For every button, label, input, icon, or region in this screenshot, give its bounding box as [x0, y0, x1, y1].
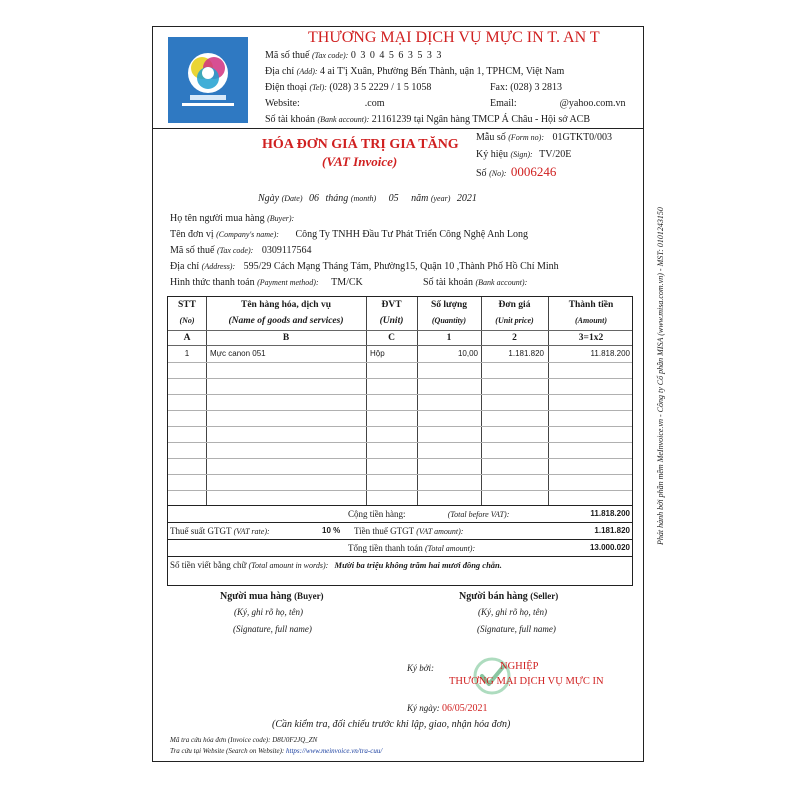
vat-rate-label: [170, 526, 270, 536]
seller-signature-title-text: Người bán hàng: [459, 591, 528, 602]
date-month-label: tháng: [325, 193, 349, 204]
lookup-site-row: [170, 747, 382, 755]
col-header-label: STT: [178, 300, 196, 310]
vat-amount-label-text: Tiền thuế GTGT: [354, 526, 415, 536]
buyer-name-row: [170, 213, 294, 224]
signed-date-row: [407, 703, 488, 714]
vat-rate-label-text: Thuế suất GTGT: [170, 526, 232, 536]
buyer-company-label: Tên đơn vị: [170, 229, 214, 240]
vat-rate-value: 10 %: [322, 526, 341, 535]
seller-tax-row: [265, 50, 442, 61]
buyer-tax-row: [170, 245, 311, 256]
buyer-address-row: [170, 261, 559, 272]
seller-phone-label: Điện thoại: [265, 82, 307, 93]
total-label-en: (Total amount):: [424, 544, 476, 553]
words-label-en: (Total amount in words):: [248, 561, 329, 570]
col-header-amount: [548, 297, 634, 329]
seller-address-row: [265, 66, 564, 77]
subtotal-label-en: (Total before VAT):: [447, 510, 510, 519]
col-header-label-en: (Unit price): [495, 316, 534, 325]
buyer-payment-label: Hình thức thanh toán: [170, 277, 255, 288]
buyer-tax-label: Mã số thuế: [170, 245, 215, 256]
vat-rate-label-en: (VAT rate):: [233, 527, 270, 536]
sign-value: TV/20E: [539, 149, 572, 160]
buyer-signature-note-en: (Signature, full name): [233, 624, 312, 634]
seller-account: 21161239 tại Ngân hàng TMCP Á Châu - Hội sở ACB: [371, 114, 591, 125]
seller-website-row: [265, 98, 384, 109]
total-label-text: Tổng tiền thanh toán: [348, 543, 423, 553]
invoice-title: HÓA ĐƠN GIÁ TRỊ GIA TĂNG: [262, 137, 459, 152]
seller-fax-label: Fax:: [490, 82, 508, 93]
buyer-signature-title-en: (Buyer): [294, 591, 324, 601]
date-day-label-en: (Date): [281, 194, 303, 203]
col-header-label: ĐVT: [381, 300, 402, 310]
subtotal-label: [348, 509, 509, 519]
buyer-signature-note: (Ký, ghi rõ họ, tên): [234, 607, 303, 617]
col-header-label-en: (Amount): [574, 316, 607, 325]
words-value: Mười ba triệu không trăm hai mươi đồng chẵn.: [334, 560, 502, 570]
table-row-unit: Hộp: [370, 349, 385, 358]
number-label: Số: [476, 168, 487, 179]
table-row-name: Mực canon 051: [210, 349, 266, 358]
buyer-account-row: [423, 277, 527, 288]
totals-rule: [168, 556, 632, 557]
sign-label: Ký hiệu: [476, 149, 508, 160]
col-code: C: [388, 333, 395, 343]
seller-account-label-en: (Bank account):: [317, 115, 370, 124]
date-day-label: Ngày: [258, 193, 280, 204]
table-row-rule: [168, 378, 632, 379]
table-row-rule: [168, 474, 632, 475]
table-row-qty: 10,00: [457, 349, 478, 358]
form-no-label: Mẫu số: [476, 132, 506, 143]
buyer-company-label-en: (Company's name):: [216, 230, 279, 239]
totals-rule: [168, 522, 632, 523]
buyer-account-label: Số tài khoản: [423, 277, 473, 288]
seller-account-row: [265, 114, 590, 125]
col-header-qty: [417, 297, 481, 329]
table-row-rule: [168, 458, 632, 459]
date-year: 2021: [456, 193, 477, 204]
date-month-label-en: (month): [350, 194, 377, 203]
buyer-payment-row: [170, 277, 363, 288]
buyer-address-label: Địa chỉ: [170, 261, 200, 272]
seller-tax-label: Mã số thuế: [265, 50, 310, 61]
logo-emblem-icon: [168, 37, 248, 123]
col-header-unit: [366, 297, 417, 329]
seller-fax: (028) 3 2813: [510, 82, 562, 93]
col-header-label-en: (Name of goods and services): [228, 316, 344, 326]
table-row-no: 1: [184, 349, 190, 358]
seller-phone-row: [265, 82, 431, 93]
buyer-signature-title-text: Người mua hàng: [220, 591, 292, 602]
table-row-rule: [168, 362, 632, 363]
signed-by-line1: NGHIỆP: [500, 661, 539, 672]
goods-table: [167, 296, 633, 586]
lookup-site-link[interactable]: https://www.meinvoice.vn/tra-cuu/: [286, 747, 383, 755]
seller-email: @yahoo.com.vn: [559, 98, 626, 109]
lookup-code-label: Mã tra cứu hóa đơn (Invoice code):: [170, 736, 271, 744]
signed-date-label: Ký ngày:: [407, 703, 440, 713]
table-row-rule: [168, 394, 632, 395]
seller-tax-label-en: (Tax code):: [311, 51, 349, 60]
col-code: 3=1x2: [578, 333, 604, 343]
total-label: [348, 543, 475, 553]
vat-amount-value: 1.181.820: [594, 526, 630, 535]
seller-address: 4 ai T'ị Xuân, Phường Bến Thành, uận 1, TPHCM, Việt Nam: [320, 66, 565, 77]
col-header-label: Thành tiền: [568, 300, 614, 310]
lookup-code-row: [170, 736, 317, 744]
buyer-company-row: [170, 229, 528, 240]
form-no-label-en: (Form no):: [508, 133, 545, 142]
form-no: 01GTKT0/003: [552, 132, 612, 143]
col-code: A: [183, 333, 191, 343]
number-row: [476, 164, 556, 180]
seller-name: THƯƠNG MẠI DỊCH VỤ MỰC IN T. AN T: [308, 29, 600, 46]
header-divider: [152, 128, 644, 129]
buyer-address: 595/29 Cách Mạng Tháng Tám, Phường15, Quận 10 ,Thành Phố Hồ Chí Minh: [243, 261, 559, 272]
buyer-tax-label-en: (Tax code):: [216, 246, 254, 255]
signed-by-label: Ký bởi:: [407, 663, 435, 673]
totals-rule: [168, 539, 632, 540]
col-header-name: [206, 297, 366, 329]
table-row-rule: [168, 410, 632, 411]
invoice-subtitle: (VAT Invoice): [322, 154, 398, 169]
date-year-label-en: (year): [430, 194, 451, 203]
table-row-rule: [168, 442, 632, 443]
col-header-label-en: (No): [179, 316, 195, 325]
buyer-name-label-en: (Buyer):: [267, 214, 295, 223]
seller-phone-label-en: (Tel):: [309, 83, 327, 92]
words-label: Số tiền viết bằng chữ: [170, 560, 247, 570]
seller-website-label: Website:: [265, 98, 300, 109]
date-month: 05: [388, 193, 399, 204]
buyer-account-label-en: (Bank account):: [475, 278, 528, 287]
buyer-payment-label-en: (Payment method):: [257, 278, 319, 287]
subtotal-value: 11.818.200: [590, 509, 630, 518]
col-header-no: [168, 297, 206, 329]
seller-signature-title: [459, 591, 558, 602]
form-no-row: [476, 132, 612, 143]
vat-amount-label-en: (VAT amount):: [416, 527, 464, 536]
seller-fax-row: [490, 82, 562, 93]
issuer-side-note: Phát hành bởi phần mềm MeInvoice.vn - Công ty Cổ phần MISA (www.misa.com.vn) - MST: 0101243150: [656, 207, 665, 545]
date-year-label: năm: [411, 193, 429, 204]
seller-signature-note: (Ký, ghi rõ họ, tên): [478, 607, 547, 617]
number-label-en: (No):: [489, 169, 507, 178]
table-row-amount: 11.818.200: [590, 349, 630, 358]
buyer-company: Công Ty TNHH Đầu Tư Phát Triển Công Nghệ Anh Long: [295, 229, 528, 240]
seller-account-label: Số tài khoản: [265, 114, 315, 125]
seller-address-label-en: (Add):: [296, 67, 318, 76]
table-row-rule: [168, 426, 632, 427]
buyer-signature-title: [220, 591, 324, 602]
amount-in-words: [170, 560, 502, 570]
table-row-rule: [168, 490, 632, 491]
sign-label-en: (Sign):: [510, 150, 533, 159]
col-header-label: Tên hàng hóa, dịch vụ: [240, 300, 332, 310]
sign-row: [476, 149, 571, 160]
col-code: 1: [446, 333, 452, 343]
buyer-name-label: Họ tên người mua hàng: [170, 213, 265, 224]
col-header-label-en: (Quantity): [431, 316, 467, 325]
seller-phone: (028) 3 5 2229 / 1 5 1058: [329, 82, 432, 93]
col-header-label: Số lượng: [430, 300, 468, 310]
col-code: 2: [512, 333, 517, 343]
seller-website: .com: [364, 98, 385, 109]
total-value: 13.000.020: [589, 543, 630, 552]
invoice-date: [258, 193, 477, 204]
col-header-label-en: (Unit): [379, 316, 404, 326]
lookup-site-label: Tra cứu tại Website (Search on Website):: [170, 747, 285, 755]
vat-amount-label: [354, 526, 463, 536]
date-day: 06: [309, 193, 319, 204]
totals-rule: [168, 505, 632, 506]
company-logo: [168, 37, 248, 123]
verification-note: (Cần kiểm tra, đối chiếu trước khi lập, giao, nhận hóa đơn): [272, 719, 511, 730]
col-header-price: [481, 297, 548, 329]
signed-by-line2: THƯƠNG MẠI DỊCH VỤ MỰC IN: [449, 676, 604, 687]
seller-email-row: [490, 98, 626, 109]
col-header-label: Đơn giá: [498, 300, 531, 310]
buyer-payment: TM/CK: [331, 277, 363, 288]
col-code: B: [282, 333, 290, 343]
seller-signature-title-en: (Seller): [530, 591, 559, 601]
signed-date: 06/05/2021: [442, 703, 488, 714]
buyer-tax-code: 0309117564: [261, 245, 312, 256]
seller-signature-note-en: (Signature, full name): [477, 624, 556, 634]
seller-tax-code: 0 3 0 4 5 6 3 5 3 3: [350, 50, 443, 61]
table-row-price: 1.181.820: [508, 349, 544, 358]
buyer-address-label-en: (Address):: [201, 262, 236, 271]
seller-address-label: Địa chỉ: [265, 66, 295, 77]
subtotal-label-text: Cộng tiền hàng:: [348, 509, 406, 519]
seller-email-label: Email:: [490, 98, 517, 109]
invoice-number: 0006246: [510, 164, 557, 179]
lookup-code: D8U0F2JQ_ZN: [272, 736, 318, 744]
